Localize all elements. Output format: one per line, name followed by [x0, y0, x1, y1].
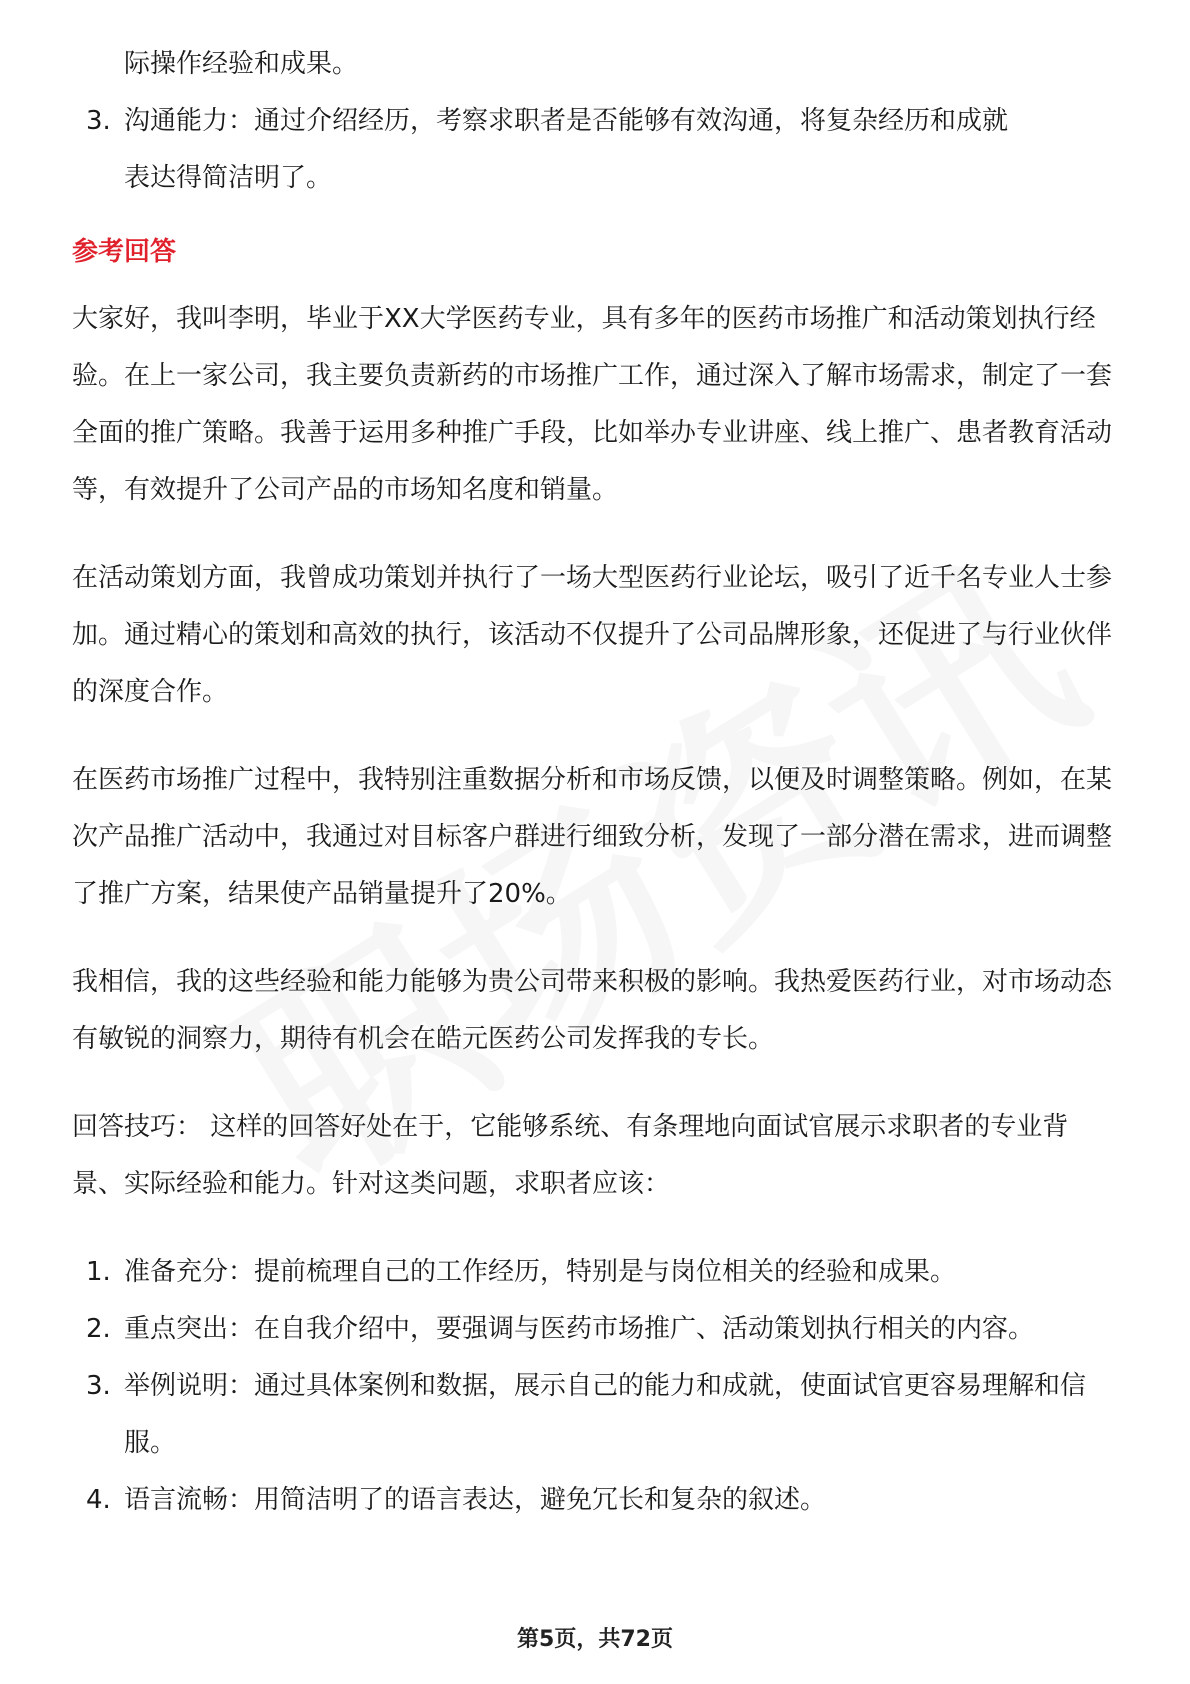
list-item: [72, 1301, 1120, 1358]
list-number: 3.: [86, 106, 111, 136]
top-list: [72, 93, 1120, 207]
list-item: [72, 1358, 1120, 1472]
paragraph-event-planning: 在活动策划方面，我曾成功策划并执行了一场大型医药行业论坛，吸引了近千名专业人士参加。通过精心的策划和高效的执行，该活动不仅提升了公司品牌形象，还促进了与行业伙伴的深度合作。: [72, 563, 1113, 707]
list-item-text: 语言流畅：用简洁明了的语言表达，避免冗长和复杂的叙述。: [124, 1485, 827, 1515]
list-item-text: 重点突出：在自我介绍中，要强调与医药市场推广、活动策划执行相关的内容。: [124, 1314, 1035, 1344]
tips-list: [72, 1244, 1120, 1529]
list-item-text: 准备充分：提前梳理自己的工作经历，特别是与岗位相关的经验和成果。: [124, 1257, 957, 1287]
page-footer: 第5页，共72页: [517, 1627, 673, 1652]
paragraph-data-analysis: 在医药市场推广过程中，我特别注重数据分析和市场反馈，以便及时调整策略。例如，在某次产品推广活动中，我通过对目标客户群进行细致分析，发现了一部分潜在需求，进而调整了推广方案，结果使产品销量提升了20%。: [72, 765, 1113, 909]
page-content: [72, 36, 1120, 1529]
list-item-text: 举例说明：通过具体案例和数据，展示自己的能力和成就，使面试官更容易理解和信服。: [124, 1371, 1087, 1458]
paragraph-answer-tips: 回答技巧： 这样的回答好处在于，它能够系统、有条理地向面试官展示求职者的专业背景、实际经验和能力。针对这类问题，求职者应该：: [72, 1112, 1069, 1199]
top-continuation: 际操作经验和成果。: [124, 49, 359, 79]
list-item-text: 沟通能力：通过介绍经历，考察求职者是否能够有效沟通，将复杂经历和成就: [124, 106, 1009, 136]
list-number: 4.: [86, 1485, 111, 1515]
paragraph-closing: 我相信，我的这些经验和能力能够为贵公司带来积极的影响。我热爱医药行业，对市场动态有敏锐的洞察力，期待有机会在皓元医药公司发挥我的专长。: [72, 967, 1113, 1054]
section-title: 参考回答: [72, 237, 177, 267]
list-number: 1.: [86, 1257, 111, 1287]
list-number: 3.: [86, 1371, 111, 1401]
list-item-continuation: 表达得简洁明了。: [124, 163, 333, 193]
list-item: [72, 93, 1120, 207]
list-item: [72, 1472, 1120, 1529]
list-number: 2.: [86, 1314, 111, 1344]
paragraph-intro: 大家好，我叫李明，毕业于XX大学医药专业，具有多年的医药市场推广和活动策划执行经验。在上一家公司，我主要负责新药的市场推广工作，通过深入了解市场需求，制定了一套全面的推广策略。我善于运用多种推广手段，比如举办专业讲座、线上推广、患者教育活动等，有效提升了公司产品的市场知名度和销量。: [72, 304, 1113, 505]
list-item: [72, 1244, 1120, 1301]
